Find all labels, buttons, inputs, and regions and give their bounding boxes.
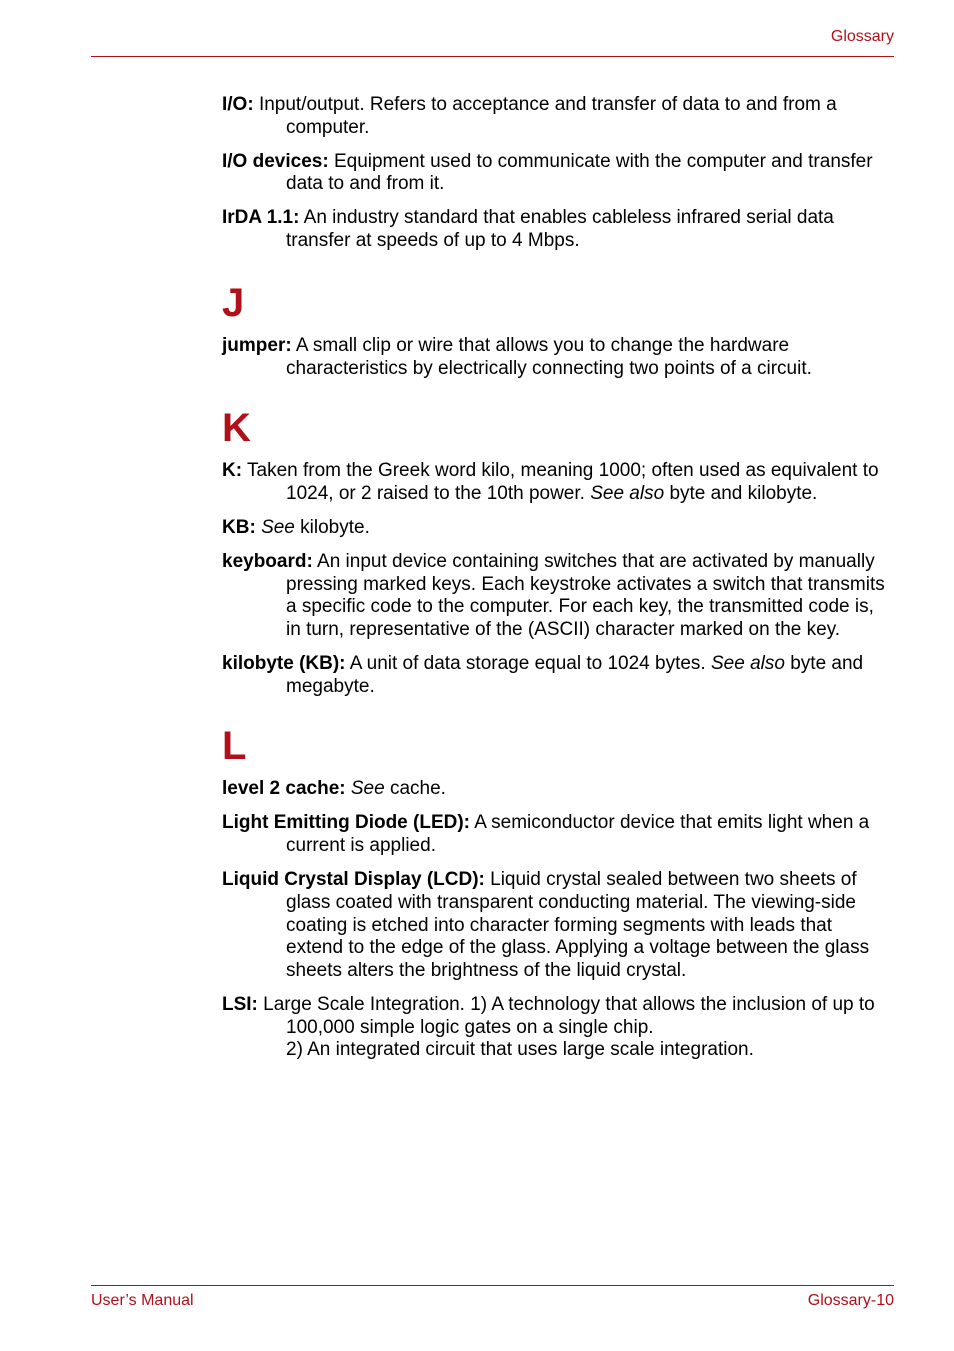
glossary-entry xyxy=(222,551,890,642)
glossary-entry xyxy=(222,812,890,857)
section-letter-j: J xyxy=(222,280,245,325)
cross-reference-label: See also xyxy=(711,653,785,675)
cross-reference-label: See xyxy=(261,516,295,538)
glossary-term: level 2 cache: xyxy=(222,778,346,800)
glossary-entry xyxy=(222,207,890,252)
glossary-term: KB: xyxy=(222,516,256,538)
definition-text: A unit of data storage equal to 1024 bytes. xyxy=(345,653,711,675)
footer-divider xyxy=(91,1285,894,1286)
glossary-entry xyxy=(222,517,890,540)
glossary-content xyxy=(222,94,890,1073)
cross-reference-label: See xyxy=(350,778,385,800)
definition-text: byte and kilobyte. xyxy=(664,482,818,504)
glossary-term: I/O: xyxy=(222,94,254,115)
section-letter-k: K xyxy=(222,406,251,451)
glossary-term: IrDA 1.1: xyxy=(222,207,300,229)
page-header-title: Glossary xyxy=(830,28,894,45)
cross-reference-label: See also xyxy=(590,482,665,504)
glossary-entry xyxy=(222,994,890,1062)
definition-text: A small clip or wire that allows you to change the hardware characteristics by electrically connecting two points of a circuit. xyxy=(286,334,812,379)
definition-text: byte and megabyte. xyxy=(286,653,864,697)
glossary-entry xyxy=(222,869,890,983)
definition-text: Input/output. Refers to acceptance and transfer of data to and from a computer. xyxy=(253,94,837,138)
definition-text: cache. xyxy=(384,778,446,800)
section-letter-l: L xyxy=(222,724,247,769)
definition-text: 2) An integrated circuit that uses large scale integration. xyxy=(286,1039,754,1061)
definition-text: Taken from the Greek word kilo, meaning 1000; often used as equivalent to 1024, or 2 raised to the 10th power. xyxy=(242,460,879,504)
definition-text: Large Scale Integration. 1) A technology that allows the inclusion of up to 100,000 simple logic gates on a single chip. xyxy=(257,993,875,1038)
glossary-term: LSI: xyxy=(222,993,258,1015)
definition-text: A semiconductor device that emits light when a current is applied. xyxy=(286,812,870,857)
header-divider xyxy=(91,56,894,57)
glossary-entry xyxy=(222,335,890,380)
glossary-term: K: xyxy=(222,460,243,482)
definition-text: Liquid crystal sealed between two sheets of glass coated with transparent conducting material. The viewing-side coating is etched into character forming segments with leads that extend to the edge of the glass. Applying a voltage between the glass sheets alters the brightness of the liquid crystal. xyxy=(286,869,870,981)
glossary-term: I/O devices: xyxy=(222,150,329,172)
definition-text: An input device containing switches that are activated by manually pressing marked keys. Each keystroke activates a switch that transmits a specific code to the computer. For each key, the transmitted code is, in turn, representative of the (ASCII) character marked on the key. xyxy=(286,550,885,641)
footer-page-number: Glossary-10 xyxy=(807,1292,894,1309)
glossary-term: kilobyte (KB): xyxy=(222,653,346,675)
definition-text: Equipment used to communicate with the computer and transfer data to and from it. xyxy=(286,150,873,195)
definition-text: kilobyte. xyxy=(294,516,370,538)
glossary-entry xyxy=(222,94,890,139)
glossary-term: keyboard: xyxy=(222,550,313,572)
glossary-entry xyxy=(222,151,890,196)
glossary-entry xyxy=(222,653,890,698)
definition-text: An industry standard that enables cableless infrared serial data transfer at speeds of up to 4 Mbps. xyxy=(286,207,834,252)
glossary-entry xyxy=(222,778,890,801)
footer-manual-title: User’s Manual xyxy=(91,1292,194,1309)
glossary-term: jumper: xyxy=(222,334,292,356)
glossary-term: Light Emitting Diode (LED): xyxy=(222,812,471,834)
glossary-entry xyxy=(222,460,890,505)
glossary-term: Liquid Crystal Display (LCD): xyxy=(222,869,485,891)
